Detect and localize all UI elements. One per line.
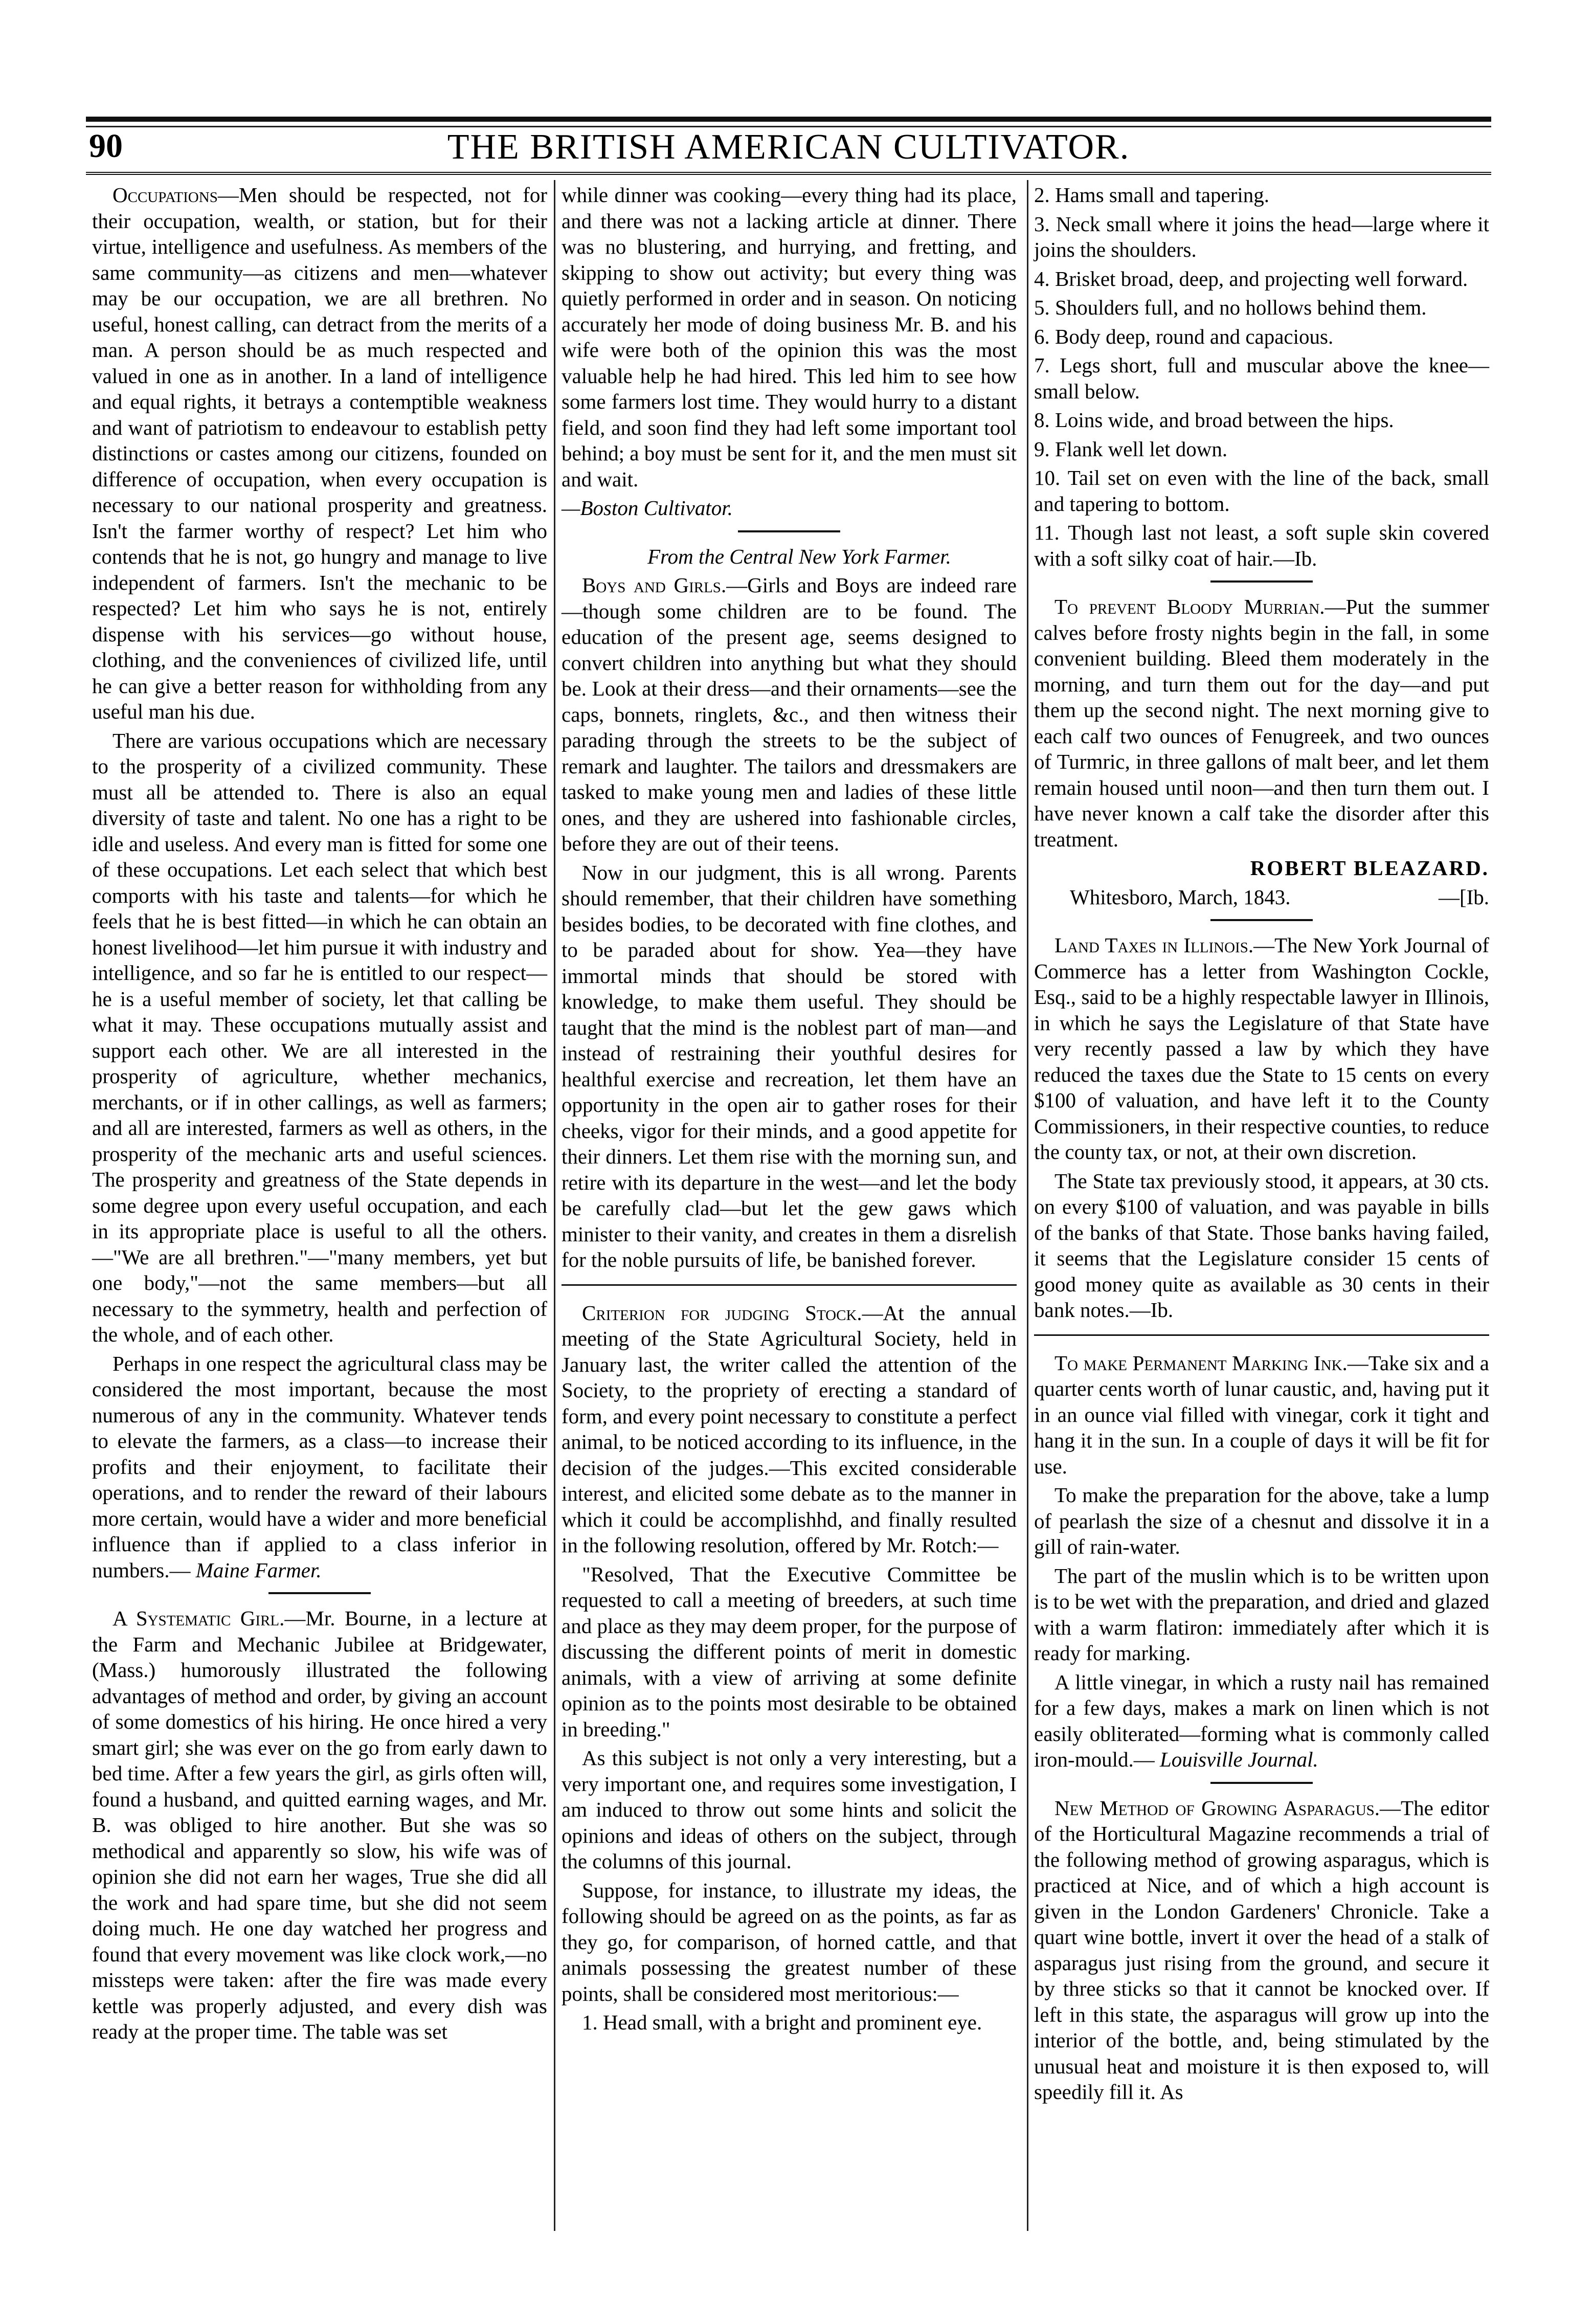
article-criterion-p1 <box>562 1300 1017 1558</box>
article-text: —The New York Journal of Commerce has a letter from Washington Cockle, Esq., said to be a highly respectable lawyer in Illinois, in which he says the Legislature of that State have very recently passed a law by which they have reduced the taxes due the State to 15 cents on every $100 of valuation, and have left it to the County Commissioners, in their respective counties, to reduce the county tax, or not, at their own discretion. <box>1034 933 1489 1164</box>
article-land-p2: The State tax previously stood, it appears, at 30 cts. on every $100 of valuation, and was payable in bills of the banks of that State. Those banks having failed, it seems that the Legislature consider 15 cents of good money quite as available as 30 cents in their bank notes.—Ib. <box>1034 1169 1489 1322</box>
points-list <box>1034 182 1489 571</box>
article-boys-p2: Now in our judgment, this is all wrong. Parents should remember, that their children have something besides bodies, to be decorated with fine clothes, and to be paraded about for show. Yea—they have immortal minds that should be stored with knowledge, to make them useful. They should be taught that the mind is the noblest part of man—and instead of restraining their youthful desires for healthful exercise and recreation, let them have an opportunity in the open air to gather roses for their cheeks, vigor for their minds, and a good appetite for their dinners. Let them rise with the morning sun, and retire with its departure in the west—and let the body be carefully clad—but let the gew gaws which minister to their vanity, and creates in them a disrelish for the noble pursuits of life, be banished forever. <box>562 860 1017 1271</box>
page-title: THE BRITISH AMERICAN CULTIVATOR. <box>447 127 1130 167</box>
article-separator <box>1210 1782 1313 1784</box>
list-item: 6. Body deep, round and capacious. <box>1034 324 1334 348</box>
article-text: —Take six and a quarter cents worth of lunar caustic, and, having put it in an ounce vial filled with vinegar, cork it tight and hang it in the sun. In a couple of days it will be fit for use. <box>1034 1351 1489 1478</box>
article-heading-criterion: Criterion for judging Stock. <box>582 1301 862 1325</box>
article-boys-p1 <box>562 572 1017 857</box>
article-separator <box>1210 580 1313 583</box>
article-heading-occupations: Occupations <box>113 183 218 207</box>
signature: ROBERT BLEAZARD. <box>1250 856 1489 880</box>
article-separator <box>268 1592 371 1594</box>
page-number: 90 <box>89 127 123 165</box>
article-criterion-p4: Suppose, for instance, to illustrate my ideas, the following should be agreed on as the points, as far as they go, for comparison, of horned cattle, and that animals possessing the greatest number of these points, shall be considered most meritorious:— <box>562 1878 1017 2005</box>
article-source: —[Ib. <box>1438 885 1489 909</box>
article-text: Perhaps in one respect the agricultural class may be considered the most important, because the most numerous of any in the community. Whatever tends to elevate the farmers, as a class—to increase their profits and their enjoyment, to facilitate their operations, and to render the reward of their labours more certain, would have a wider and more beneficial influence than if applied to a class inferior in numbers.— <box>92 1351 547 1582</box>
article-criterion-p3: As this subject is not only a very interesting, but a very important one, and requires some investigation, I am induced to throw out some hints and solicit the opinions and ideas of others on the subject, through the columns of this journal. <box>562 1746 1017 1873</box>
column-1 <box>92 182 547 2048</box>
article-source: Maine Farmer. <box>195 1558 322 1582</box>
list-item: 10. Tail set on even with the line of the back, small and tapering to bottom. <box>1034 466 1489 516</box>
article-occupations-p1 <box>92 182 547 725</box>
page-header <box>86 127 1491 174</box>
list-item: 2. Hams small and tapering. <box>1034 183 1270 207</box>
article-heading-murrain: To prevent Bloody Murrian. <box>1054 595 1325 618</box>
dateline <box>1034 884 1489 910</box>
article-text: A little vinegar, in which a rusty nail has remained for a few days, makes a mark on linen which is not easily obliterated—forming what is commonly called iron-mould.— <box>1034 1670 1489 1771</box>
article-asparagus-p1 <box>1034 1795 1489 2105</box>
header-rule <box>86 172 1491 175</box>
article-text: —The editor of the Horticultural Magazine recommends a trial of the following method of growing asparagus, which is practiced at Nice, and of which a high account is given in the London Gardeners' Chronicle. Take a quart wine bottle, invert it over the head of a stalk of asparagus just rising from the ground, and secure it by three sticks so that it cannot be knocked over. If left in this state, the asparagus will grow up into the interior of the bottle, and, being stimulated by the unusual heat and moisture it is then exposed to, will speedily fill it. As <box>1034 1796 1489 2104</box>
list-item: 8. Loins wide, and broad between the hips. <box>1034 408 1394 432</box>
article-occupations-p2: There are various occupations which are necessary to the prosperity of a civilized community. These must all be attended to. There is also an equal diversity of taste and talent. No one has a right to be idle and useless. And every man is fitted for some one of these occupations. Let each select that which best comports with his taste and talents—for which he feels that he is best fitted—in which he can obtain an honest livelihood—let him pursue it with industry and intelligence, and so far he is entitled to our respect—he is a useful member of society, let that calling be what it may. These occupations mutually assist and support each other. We are all interested in the prosperity of agriculture, whether mechanics, merchants, or if in other callings, as well as farmers; and all are interested, farmers as well as others, in the prosperity of the mechanic arts and useful sciences. The prosperity and greatness of the State depends in some degree upon every useful occupation, and each in its appropriate place is useful to all the others.—"We are all brethren."—"many members, yet but one body,"—not the same members—but all necessary to the symmetry, health and perfection of the whole, and of each other. <box>92 728 547 1346</box>
article-separator <box>562 1284 1017 1286</box>
article-girl-p1 <box>92 1605 547 2045</box>
section-heading: From the Central New York Farmer. <box>647 544 951 568</box>
article-ink-p1 <box>1034 1350 1489 1480</box>
article-separator <box>1210 919 1313 921</box>
article-source: —Boston Cultivator. <box>562 496 733 520</box>
article-heading-marking-ink: To make Permanent Marking Ink. <box>1054 1351 1348 1375</box>
article-land-p1 <box>1034 932 1489 1165</box>
article-text: —Put the summer calves before frosty nights begin in the fall, in some convenient building. Bleed them moderately in the morning, and turn them out for the day—and put them up the second night. The next morning give to each calf two ounces of Fenugreek, and two ounces of Turmric, in three gallons of malt beer, and let them remain housed until noon—and then turn them out. I have never known a calf take the disorder after this treatment. <box>1034 595 1490 851</box>
article-ink-p4 <box>1034 1669 1489 1773</box>
top-rule <box>86 117 1491 122</box>
article-text: —Girls and Boys are indeed rare—though some children are to be found. The education of the present age, seems designed to convert children into anything but what they should be. Look at their dress—and their ornaments—see the caps, bonnets, ringlets, &c., and then witness their parading through the streets to be the subject of remark and laughter. The tailors and dressmakers are tasked to make young men and ladies of these little ones, and they are ushered into fashionable circles, before they are out of their teens. <box>562 573 1017 855</box>
article-text: —At the annual meeting of the State Agricultural Society, held in January last, the writer called the attention of the Society, to the propriety of erecting a standard of form, and every point necessary to constitute a perfect animal, to be noticed according to its influence, in the decision of the judges.—This excited considerable interest, and elicited some debate as to the manner in which it could be accomplishhd, and finally resulted in the following resolution, offered by Mr. Rotch:— <box>562 1301 1017 1557</box>
article-girl-cont: while dinner was cooking—every thing had its place, and there was not a lacking article at dinner. There was no blustering, and hurrying, and fretting, and skipping to show out activity; but every thing was quietly performed in order and in season. On noticing accurately her mode of doing business Mr. B. and his wife were both of the opinion this was the most valuable help he had hired. This led him to see how some farmers lost time. They would hurry to a distant field, and soon find they had left some important tool behind; a boy must be sent for it, and the men must sit and wait. <box>562 183 1017 491</box>
article-murrain-p1 <box>1034 594 1489 852</box>
column-divider <box>554 180 555 2231</box>
article-separator <box>738 530 840 532</box>
list-item: 11. Though last not least, a soft suple skin covered with a soft silky coat of hair.—Ib. <box>1034 521 1489 570</box>
article-heading-systematic-girl: A Systematic Girl. <box>113 1606 285 1630</box>
list-item: 7. Legs short, full and muscular above the knee—small below. <box>1034 353 1489 403</box>
column-divider <box>1027 180 1028 2231</box>
article-heading-land-taxes: Land Taxes in Illinois. <box>1054 933 1254 957</box>
article-occupations-p3 <box>92 1351 547 1583</box>
column-3 <box>1034 182 1489 2108</box>
article-ink-p2: To make the preparation for the above, take a lump of pearlash the size of a chesnut and dissolve it in a gill of rain-water. <box>1034 1483 1489 1558</box>
article-ink-p3: The part of the muslin which is to be written upon is to be wet with the preparation, and dried and glazed with a warm flatiron: immediately after which it is ready for marking. <box>1034 1563 1489 1665</box>
list-item: 5. Shoulders full, and no hollows behind them. <box>1034 296 1427 319</box>
list-item: 4. Brisket broad, deep, and projecting well forward. <box>1034 266 1468 290</box>
article-heading-boys-girls: Boys and Girls. <box>582 573 727 597</box>
article-text: —Mr. Bourne, in a lecture at the Farm and Mechanic Jubilee at Bridgewater, (Mass.) humorously illustrated the following advantages of method and order, by giving an account of some domestics of his hiring. He once hired a very smart girl; she was ever on the go from early dawn to bed time. After a few years the girl, as girls often will, found a husband, and quitted earning wages, and Mr. B. was obliged to hire another. But she was so methodical and apparently so slow, his wife was of opinion she did not earn her wages, True she did all the work and had spare time, but she did not seem doing much. He one day watched her progress and found that every movement was like clock work,—no missteps were taken: after the fire was made every kettle was properly adjusted, and every dish was ready at the proper time. The table was set <box>92 1606 547 2043</box>
article-criterion-p2: "Resolved, That the Executive Committee be requested to call a meeting of breeders, at such time and place as they may deem proper, for the purpose of discussing the different points of merit in domestic animals, with a view of arriving at some definite opinion as to the points most desirable to be obtained in breeding." <box>562 1562 1017 1741</box>
list-item: 1. Head small, with a bright and prominent eye. <box>582 2010 982 2034</box>
column-2 <box>562 182 1017 2039</box>
list-item: 3. Neck small where it joins the head—large where it joins the shoulders. <box>1034 212 1489 261</box>
article-separator <box>1034 1334 1489 1336</box>
article-source: Louisville Journal. <box>1159 1748 1318 1771</box>
article-heading-asparagus: New Method of Growing Asparagus. <box>1054 1796 1380 1820</box>
dateline-place: Whitesboro, March, 1843. <box>1070 885 1291 909</box>
article-text: —Men should be respected, not for their occupation, wealth, or station, but for their virtue, intelligence and usefulness. As members of the same community—as citizens and men—whatever may be our occupation, we are all brethren. No useful, honest calling, can detract from the merits of a man. A person should be as much respected and valued in one as in another. In a land of intelligence and equal rights, it betrays a contemptible weakness and want of patriotism to endeavour to establish petty distinctions or castes among our citizens, founded on difference of occupation, when every occupation is necessary to our national prosperity and greatness. Isn't the farmer worthy of respect? Let him who contends that he is not, go hungry and manage to live independent of farmers. Isn't the mechanic to be respected? Let him who says he is not, entirely dispense with his services—go without house, clothing, and the conveniences of civilized life, until he can give a better reason for withholding from any useful man his due. <box>92 183 547 723</box>
list-item: 9. Flank well let down. <box>1034 437 1228 461</box>
